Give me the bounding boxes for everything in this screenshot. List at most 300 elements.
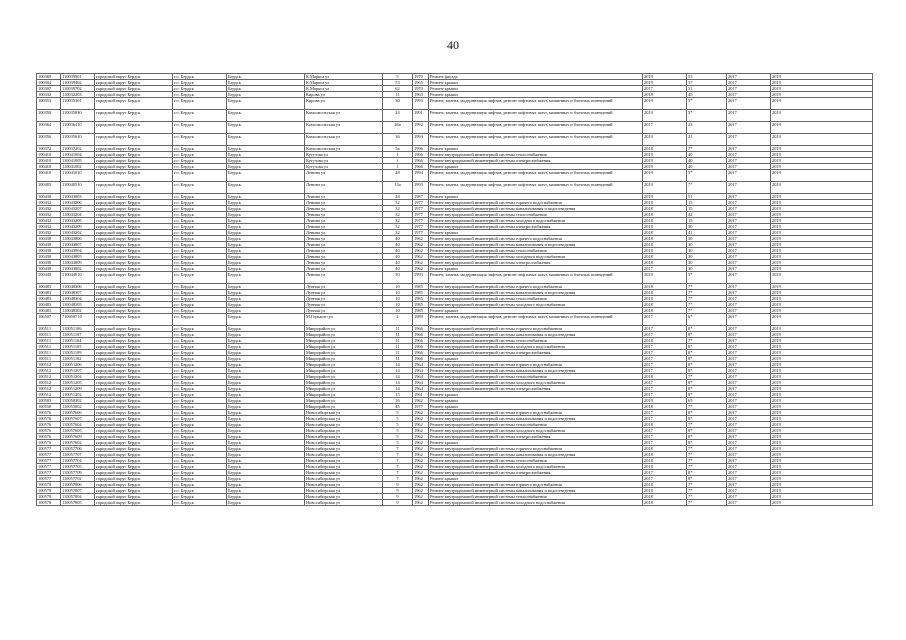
plan-year-cell: 2018 [643,206,687,212]
city-cell: Бердск [227,464,305,470]
house-number-cell: 28 [383,170,413,182]
value-cell: 37 [687,80,727,86]
house-number-cell: 11 [383,350,413,356]
value-cell: 7* [687,302,727,308]
municipality-cell: г.о. Бердск [173,476,227,482]
period-start-cell: 2017 [727,296,771,302]
street-cell: Новосибирская ул [305,482,383,488]
value-cell: 8* [687,386,727,392]
house-number-cell: 32 [383,200,413,206]
works-cell: Ремонт, замена, модернизация лифтов, ремонт лифтовых шахт, машинных и блочных помещений [429,110,643,122]
table-row [37,110,873,122]
city-cell: Бердск [227,476,305,482]
district-cell: городской округ Бердск [95,158,173,164]
city-cell: Бердск [227,164,305,170]
build-year-cell: 1962 [413,440,429,446]
period-start-cell: 2017 [727,446,771,452]
period-start-cell: 2017 [727,110,771,122]
value-cell: 50 [687,224,727,230]
value-cell: 5* [687,170,727,182]
house-id-cell: 100432 [37,206,61,212]
district-cell: городской округ Бердск [95,224,173,230]
period-end-cell: 2019 [771,194,873,200]
value-cell: 8* [687,392,727,398]
plan-year-cell: 2017 [643,386,687,392]
house-number-cell: 7 [383,464,413,470]
work-code-cell: 110051107 [61,332,95,338]
plan-year-cell: 2017 [643,350,687,356]
city-cell: Бердск [227,434,305,440]
house-id-cell: 100577 [37,458,61,464]
district-cell: городской округ Бердск [95,218,173,224]
works-cell: Ремонт крыши [429,440,643,446]
municipality-cell: г.о. Бердск [173,260,227,266]
house-id-cell: 100577 [37,476,61,482]
street-cell: Микрорайон ул [305,356,383,362]
period-end-cell: 2019 [771,200,873,206]
city-cell: Бердск [227,392,305,398]
municipality-cell: г.о. Бердск [173,200,227,206]
value-cell: 8* [687,326,727,332]
period-end-cell: 2019 [771,410,873,416]
works-cell: Ремонт внутридомовой инженерной системы электроснабжения [429,470,643,476]
work-code-cell: 110032203 [61,92,95,98]
district-cell: городской округ Бердск [95,470,173,476]
period-start-cell: 2017 [727,158,771,164]
city-cell: Бердск [227,398,305,404]
build-year-cell: 1977 [413,218,429,224]
build-year-cell: 1970 [413,86,429,92]
house-number-cell: 14 [383,368,413,374]
house-id-cell: 100578 [37,500,61,506]
house-number-cell: 24 [383,110,413,122]
house-id-cell: 100511 [37,332,61,338]
district-cell: городской округ Бердск [95,98,173,110]
work-code-cell: 110051104 [61,338,95,344]
street-cell: Ленина ул [305,224,383,230]
house-id-cell: 100577 [37,464,61,470]
works-cell: Ремонт внутридомовой инженерной системы горячего водоснабжения [429,326,643,332]
municipality-cell: г.о. Бердск [173,404,227,410]
period-start-cell: 2017 [727,86,771,92]
build-year-cell: 1985 [413,296,429,302]
plan-year-cell: 2019 [643,74,687,80]
works-cell: Ремонт внутридомовой инженерной системы теплоснабжения [429,296,643,302]
city-cell: Бердск [227,446,305,452]
district-cell: городской округ Бердск [95,272,173,284]
value-cell: 7* [687,290,727,296]
street-cell: Ленина ул [305,254,383,260]
house-id-cell: 100483 [37,302,61,308]
value-cell: 30 [687,242,727,248]
house-number-cell: 14 [383,386,413,392]
house-id-cell: 100550 [37,404,61,410]
period-start-cell: 2017 [727,332,771,338]
municipality-cell: г.о. Бердск [173,290,227,296]
period-end-cell: 2019 [771,290,873,296]
municipality-cell: г.о. Бердск [173,266,227,272]
district-cell: городской округ Бердск [95,482,173,488]
municipality-cell: г.о. Бердск [173,434,227,440]
house-number-cell: 11 [383,332,413,338]
period-start-cell: 2017 [727,476,771,482]
work-code-cell: 110039702 [61,86,95,92]
street-cell: Микрорайон ул [305,338,383,344]
plan-year-cell: 2019 [643,158,687,164]
house-id-cell: 100512 [37,386,61,392]
house-id-cell: 100432 [37,230,61,236]
district-cell: городской округ Бердск [95,230,173,236]
value-cell: 7* [687,452,727,458]
build-year-cell: 1985 [413,302,429,308]
city-cell: Бердск [227,254,305,260]
district-cell: городской округ Бердск [95,368,173,374]
works-cell: Ремонт внутридомовой инженерной системы горячего водоснабжения [429,236,643,242]
house-number-cell: 11 [383,344,413,350]
value-cell: 8* [687,410,727,416]
municipality-cell: г.о. Бердск [173,206,227,212]
municipality-cell: г.о. Бердск [173,392,227,398]
municipality-cell: г.о. Бердск [173,374,227,380]
city-cell: Бердск [227,194,305,200]
works-cell: Ремонт внутридомовой инженерной системы электроснабжения [429,434,643,440]
house-id-cell: 100304 [37,80,61,86]
house-id-cell: 100576 [37,410,61,416]
table-row [37,134,873,146]
municipality-cell: г.о. Бердск [173,194,227,200]
house-number-cell: 5a [383,146,413,152]
works-cell: Ремонт крыши [429,476,643,482]
city-cell: Бердск [227,470,305,476]
period-end-cell: 2019 [771,470,873,476]
city-cell: Бердск [227,170,305,182]
municipality-cell: г.о. Бердск [173,452,227,458]
period-start-cell: 2017 [727,344,771,350]
city-cell: Бердск [227,212,305,218]
value-cell: 7* [687,488,727,494]
district-cell: городской округ Бердск [95,374,173,380]
municipality-cell: г.о. Бердск [173,80,227,86]
house-id-cell: 100512 [37,368,61,374]
municipality-cell: г.о. Бердск [173,464,227,470]
house-number-cell: 32 [383,218,413,224]
house-number-cell: 11 [383,338,413,344]
municipality-cell: г.о. Бердск [173,74,227,80]
period-start-cell: 2017 [727,416,771,422]
house-id-cell: 100577 [37,470,61,476]
municipality-cell: г.о. Бердск [173,446,227,452]
district-cell: городской округ Бердск [95,74,173,80]
build-year-cell: 1985 [413,284,429,290]
period-end-cell: 2019 [771,428,873,434]
city-cell: Бердск [227,494,305,500]
plan-year-cell: 2019 [643,272,687,284]
value-cell: 7* [687,182,727,194]
works-cell: Ремонт крыши [429,80,643,86]
period-end-cell: 2019 [771,314,873,326]
period-start-cell: 2017 [727,374,771,380]
district-cell: городской округ Бердск [95,410,173,416]
house-id-cell: 100576 [37,422,61,428]
work-code-cell: 110035610 [61,134,95,146]
period-start-cell: 2017 [727,326,771,332]
district-cell: городской округ Бердск [95,290,173,296]
table-row [37,314,873,326]
works-cell: Ремонт внутридомовой инженерной системы электроснабжения [429,386,643,392]
build-year-cell: 1987 [413,194,429,200]
city-cell: Бердск [227,236,305,242]
house-number-cell: 40 [383,242,413,248]
house-id-cell: 100578 [37,482,61,488]
period-end-cell: 2019 [771,170,873,182]
house-number-cell: 10 [383,296,413,302]
district-cell: городской округ Бердск [95,122,173,134]
build-year-cell: 1966 [413,350,429,356]
period-start-cell: 2017 [727,392,771,398]
street-cell: Новосибирская ул [305,434,383,440]
district-cell: городской округ Бердск [95,236,173,242]
district-cell: городской округ Бердск [95,86,173,92]
municipality-cell: г.о. Бердск [173,170,227,182]
street-cell: Ленина ул [305,242,383,248]
period-start-cell: 2017 [727,182,771,194]
house-id-cell: 100576 [37,416,61,422]
house-number-cell: 28 [383,194,413,200]
works-cell: Ремонт крыши [429,86,643,92]
value-cell: 8* [687,380,727,386]
works-cell: Ремонт внутридомовой инженерной системы теплоснабжения [429,458,643,464]
district-cell: городской округ Бердск [95,326,173,332]
district-cell: городской округ Бердск [95,248,173,254]
period-end-cell: 2019 [771,374,873,380]
work-code-cell: 110040510 [61,182,95,194]
municipality-cell: г.о. Бердск [173,158,227,164]
plan-year-cell: 2018 [643,374,687,380]
value-cell: 30 [687,248,727,254]
street-cell: Кутузова ул [305,164,383,170]
period-end-cell: 2019 [771,80,873,86]
works-cell: Ремонт внутридомовой инженерной системы канализования и водоотведения [429,368,643,374]
house-id-cell: 100372 [37,146,61,152]
house-id-cell: 100511 [37,344,61,350]
street-cell: Ленина ул [305,194,383,200]
municipality-cell: г.о. Бердск [173,302,227,308]
works-cell: Ремонт крыши [429,266,643,272]
municipality-cell: г.о. Бердск [173,380,227,386]
period-end-cell: 2019 [771,182,873,194]
period-start-cell: 2017 [727,434,771,440]
house-number-cell: 10 [383,290,413,296]
plan-year-cell: 2019 [643,398,687,404]
value-cell: 65 [687,398,727,404]
build-year-cell: 1966 [413,158,429,164]
house-number-cell: 36 [383,134,413,146]
city-cell: Бердск [227,428,305,434]
build-year-cell: 1985 [413,290,429,296]
district-cell: городской округ Бердск [95,266,173,272]
value-cell: 8* [687,440,727,446]
street-cell: Лунная ул [305,296,383,302]
period-end-cell: 2019 [771,164,873,170]
value-cell: 15 [687,218,727,224]
city-cell: Бердск [227,242,305,248]
period-start-cell: 2017 [727,470,771,476]
period-end-cell: 2019 [771,266,873,272]
street-cell: Новосибирская ул [305,488,383,494]
period-start-cell: 2017 [727,242,771,248]
city-cell: Бердск [227,110,305,122]
plan-year-cell: 2018 [643,296,687,302]
work-code-cell: 110043809 [61,260,95,266]
period-start-cell: 2017 [727,80,771,86]
value-cell: 7* [687,404,727,410]
value-cell: 8* [687,350,727,356]
plan-year-cell: 2017 [643,476,687,482]
plan-year-cell: 2018 [643,230,687,236]
work-code-cell: 110057706 [61,446,95,452]
period-end-cell: 2019 [771,392,873,398]
period-end-cell: 2019 [771,434,873,440]
work-code-cell: 110035301 [61,98,95,110]
municipality-cell: г.о. Бердск [173,92,227,98]
street-cell: Новосибирская ул [305,464,383,470]
house-id-cell: 100364 [37,122,61,134]
house-id-cell: 100576 [37,440,61,446]
house-id-cell: 100369 [37,74,61,80]
house-number-cell: 10 [383,302,413,308]
house-number-cell: 10 [383,308,413,314]
plan-year-cell: 2018 [643,458,687,464]
build-year-cell: 1991 [413,110,429,122]
municipality-cell: г.о. Бердск [173,212,227,218]
period-end-cell: 2019 [771,302,873,308]
plan-year-cell: 2017 [643,392,687,398]
district-cell: городской округ Бердск [95,110,173,122]
plan-year-cell: 2019 [643,98,687,110]
works-cell: Ремонт, замена, модернизация лифтов, ремонт лифтовых шахт, машинных и блочных помещений [429,122,643,134]
work-code-cell: 110057607 [61,416,95,422]
period-start-cell: 2017 [727,488,771,494]
work-code-cell: 110057605 [61,428,95,434]
build-year-cell: 1962 [413,464,429,470]
plan-year-cell: 2018 [643,482,687,488]
house-id-cell: 100332 [37,92,61,98]
build-year-cell: 1962 [413,434,429,440]
period-end-cell: 2019 [771,296,873,302]
build-year-cell: 1962 [413,488,429,494]
build-year-cell: 1962 [413,428,429,434]
build-year-cell: 1962 [413,452,429,458]
value-cell: 8* [687,416,727,422]
plan-year-cell: 2018 [643,404,687,410]
period-end-cell: 2019 [771,338,873,344]
house-id-cell: 100483 [37,284,61,290]
works-cell: Ремонт, замена, модернизация лифтов, ремонт лифтовых шахт, машинных и блочных помещений [429,182,643,194]
city-cell: Бердск [227,92,305,98]
works-cell: Ремонт, замена, модернизация лифтов, ремонт лифтовых шахт, машинных и блочных помещений [429,170,643,182]
period-end-cell: 2019 [771,242,873,248]
plan-year-cell: 2017 [643,380,687,386]
build-year-cell: 1962 [413,476,429,482]
district-cell: городской округ Бердск [95,92,173,98]
street-cell: Микрорайон ул [305,368,383,374]
district-cell: городской округ Бердск [95,428,173,434]
works-cell: Ремонт внутридомовой инженерной системы электроснабжения [429,350,643,356]
district-cell: городской округ Бердск [95,260,173,266]
district-cell: городской округ Бердск [95,464,173,470]
build-year-cell: 1977 [413,230,429,236]
work-code-cell: 110057702 [61,476,95,482]
street-cell: Комсомольская ул [305,134,383,146]
build-year-cell: 1985 [413,308,429,314]
period-end-cell: 2019 [771,332,873,338]
value-cell: 5* [687,272,727,284]
period-end-cell: 2019 [771,488,873,494]
district-cell: городской округ Бердск [95,164,173,170]
period-end-cell: 2019 [771,308,873,314]
street-cell: Ленина ул [305,236,383,242]
district-cell: городской округ Бердск [95,362,173,368]
house-number-cell: 7 [383,452,413,458]
municipality-cell: г.о. Бердск [173,344,227,350]
works-cell: Ремонт внутридомовой инженерной системы холодного водоснабжения [429,500,643,506]
house-id-cell: 100432 [37,224,61,230]
value-cell: 8* [687,368,727,374]
repair-schedule-table [36,73,873,506]
value-cell: 30 [687,236,727,242]
house-number-cell: 5 [383,434,413,440]
work-code-cell: 110051204 [61,374,95,380]
house-number-cell: 62 [383,86,413,92]
build-year-cell: 1962 [413,248,429,254]
house-number-cell: 5 [383,422,413,428]
municipality-cell: г.о. Бердск [173,230,227,236]
works-cell: Ремонт внутридомовой инженерной системы электроснабжения [429,158,643,164]
works-cell: Ремонт внутридомовой инженерной системы теплоснабжения [429,494,643,500]
work-code-cell: 110041004 [61,152,95,158]
house-number-cell: 40 [383,236,413,242]
plan-year-cell: 2017 [643,410,687,416]
value-cell: 30 [687,260,727,266]
period-end-cell: 2019 [771,212,873,218]
district-cell: городской округ Бердск [95,458,173,464]
municipality-cell: г.о. Бердск [173,386,227,392]
work-code-cell: 110055002 [61,404,95,410]
municipality-cell: г.о. Бердск [173,146,227,152]
plan-year-cell: 2018 [643,452,687,458]
street-cell: Ленина ул [305,182,383,194]
value-cell: 8* [687,428,727,434]
municipality-cell: г.о. Бердск [173,350,227,356]
plan-year-cell: 2018 [643,212,687,218]
value-cell: 7* [687,446,727,452]
street-cell: Микрорайон ул [305,386,383,392]
build-year-cell: 1977 [413,200,429,206]
value-cell: 45 [687,92,727,98]
build-year-cell: 1962 [413,266,429,272]
city-cell: Бердск [227,440,305,446]
municipality-cell: г.о. Бердск [173,398,227,404]
work-code-cell: 110057602 [61,440,95,446]
municipality-cell: г.о. Бердск [173,296,227,302]
city-cell: Бердск [227,266,305,272]
value-cell: 7* [687,146,727,152]
period-start-cell: 2017 [727,206,771,212]
city-cell: Бердск [227,152,305,158]
plan-year-cell: 2017 [643,266,687,272]
municipality-cell: г.о. Бердск [173,110,227,122]
works-cell: Ремонт внутридомовой инженерной системы холодного водоснабжения [429,218,643,224]
